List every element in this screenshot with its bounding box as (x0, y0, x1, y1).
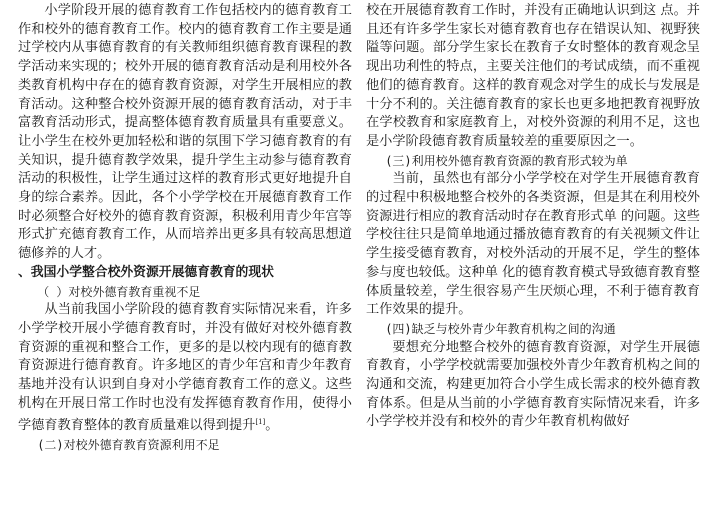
subsection-title-3: (三)利用校外德育教育资源的教育形式较为单 (385, 153, 628, 168)
citation-ref: [1] (255, 418, 266, 427)
subsection-title-4: (四)缺乏与校外青少年教育机构之间的沟通 (385, 321, 616, 336)
right-column (366, 2, 700, 432)
paragraph-3: 校在开展德育教育工作时，并没有正确地认识到这 点。并且还有许多学生家长对德育教育也存在错误认知、视野狭隘等问题。部分学生家长在教育子女时整体的教育观念呈现出功利性的特点，主要关注他们的考试成绩，而不重视他们的德育教育。这样的教育观念对学生的成长与发展是十分不利的。关注德育教育的家长也更多地把教育视野放在学校教育和家庭教育上，对校外资源的利用不足，这也是小学阶段德育教育质量较差的重要原因之一。 (366, 3, 700, 149)
paragraph-5: 要想充分地整合校外的德育教育资源，对学生开展德育教育，小学学校就需要加强校外青少年教育机构之间的沟通和交流，构建更加符合小学生成长需求的校外德育教育体系。但是从当前的小学德育教育实际情况来看，许多小学学校并没有和校外的青少年教育机构做好 (366, 339, 700, 430)
paragraph-2-text: 从当前我国小学阶段的德育教育实际情况来看，许多小学学校开展小学德育教育时，并没有做好对校外德育教育资源的重视和整合工作，更多的是以校内现有的德育教育资源进行德育教育。许多地区的青少年宫和青少年教育基地并没有认识到自身对小学德育教育工作的意义。这些机构在开展日常工作时也没有发挥德育教育作用，使得小学德育教育整体的教育质量难以得到提升 (18, 302, 352, 434)
paragraph-4: 当前，虽然也有部分小学学校在对学生开展德育教育的过程中积极地整合校外的各类资源，但是其在利用校外资源进行相应的教育活动时存在教育形式单 的问题。这些学校往往只是简单地通过播放德育教育的有关视频文件让学生接受德育教育，对校外活动的开展不足，学生的整体参与度也较低。这种单 化的德育教育模式导致德育教育整体质量较差，学生很容易产生厌烦心理，不利于德育教育工作效果的提升。 (366, 171, 700, 318)
section-title: 、我国小学整合校外资源开展德育教育的现状 (18, 264, 274, 280)
subsection-title-1: （ ）对校外德育教育重视不足 (37, 284, 201, 299)
intro-paragraph: 小学阶段开展的德育教育工作包括校内的德育教育工作和校外的德育教育工作。校内的德育教育工作主要是通过学校内从事德育教育的有关教师组织德育教育课程的教学活动来实现的；校外开展的德育教育活动是利用校外各类教育机构中存在的德育教育资源，对学生开展相应的教育活动。这种整合校外资源开展的德育教育活动，对于丰富教育活动形式，提高整体德育教育质量具有重要意义。让小学生在校外更加轻松和谐的氛围下学习德育教育的有关知识，提升德育教学效果，提升学生主动参与德育教育活动的积极性，让学生通过这样的教育形式更好地提升自身的综合素养。因此，各个小学学校在开展德育教育工作时必须整合好校外的德育教育资源，积极利用青少年宫等形式扩充德育教育工作，从而培养出更多具有较高思想道德修养的人才。 (18, 3, 352, 262)
left-column (18, 2, 352, 455)
subsection-title-2: (二)对校外德育教育资源利用不足 (37, 438, 220, 453)
paragraph-2-end: 。 (265, 418, 279, 434)
paragraph-2 (18, 301, 352, 436)
